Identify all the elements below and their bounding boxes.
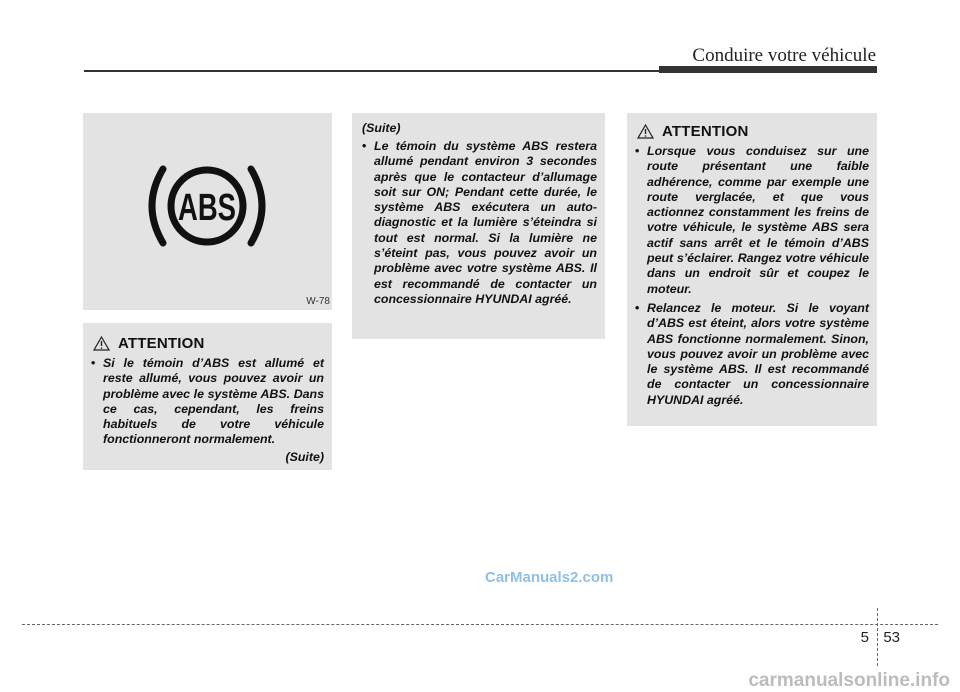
page-header-title: Conduire votre véhicule (692, 45, 876, 66)
figure-code: W-78 (306, 296, 330, 307)
chapter-number: 5 (860, 629, 869, 646)
continued-bullet: • Le témoin du système ABS restera allumé pendant environ 3 secondes après que le contacteur d’allumage soit sur ON; Pendant cette durée, le système ABS exécutera un auto-diagnostic et la lumière s’éteindra si tout est normal. Si la lumière ne s’éteint pas, vous pouvez avoir un problème avec votre système ABS. Il est recommandé de contacter un concessionnaire HYUNDAI agréé. (362, 139, 597, 307)
abs-warning-icon (145, 165, 269, 247)
caution-box-left (83, 323, 332, 470)
continued-label: (Suite) (285, 449, 324, 464)
caution-header (637, 123, 869, 140)
caution-header (93, 335, 324, 352)
abs-icon-label: ABS (178, 187, 236, 229)
warning-triangle-icon (637, 124, 654, 139)
abs-figure-panel (83, 113, 332, 310)
caution-bullet: • Lorsque vous conduisez sur une route présentant une faible adhérence, comme par exemple une route verglacée, et que vous actionnez constamment les freins de votre véhicule, le système ABS sera actif sans arrêt et le témoin d’ABS peut s’éclairer. Rangez votre véhicule dans un endroit sûr et coupez le moteur. (635, 144, 869, 297)
caution-bullet: • Si le témoin d’ABS est allumé et reste allumé, vous pouvez avoir un problème avec le système ABS. Dans ce cas, cependant, les freins habituels de votre véhicule fonctionneront normalement. (91, 356, 324, 448)
caution-title: ATTENTION (662, 123, 749, 140)
watermark-link[interactable]: CarManuals2.com (485, 569, 614, 586)
caution-bullet: • Relancez le moteur. Si le voyant d’ABS est éteint, alors votre système ABS fonctionne normalement. Sinon, vous pouvez avoir un problème avec le système ABS. Il est recommandé de contacter un concessionnaire HYUNDAI agréé. (635, 301, 869, 408)
page-number: 53 (883, 629, 900, 646)
site-watermark: carmanualsonline.info (748, 670, 950, 691)
warning-triangle-icon (93, 336, 110, 351)
header-rule-thick (659, 66, 877, 73)
caution-title: ATTENTION (118, 335, 205, 352)
header-rule (84, 70, 659, 72)
caution-box-right (627, 113, 877, 426)
footer-page-divider (877, 608, 878, 666)
footer-dashed-rule (22, 624, 938, 625)
continued-heading: (Suite) (362, 121, 401, 135)
continued-panel (352, 113, 605, 339)
